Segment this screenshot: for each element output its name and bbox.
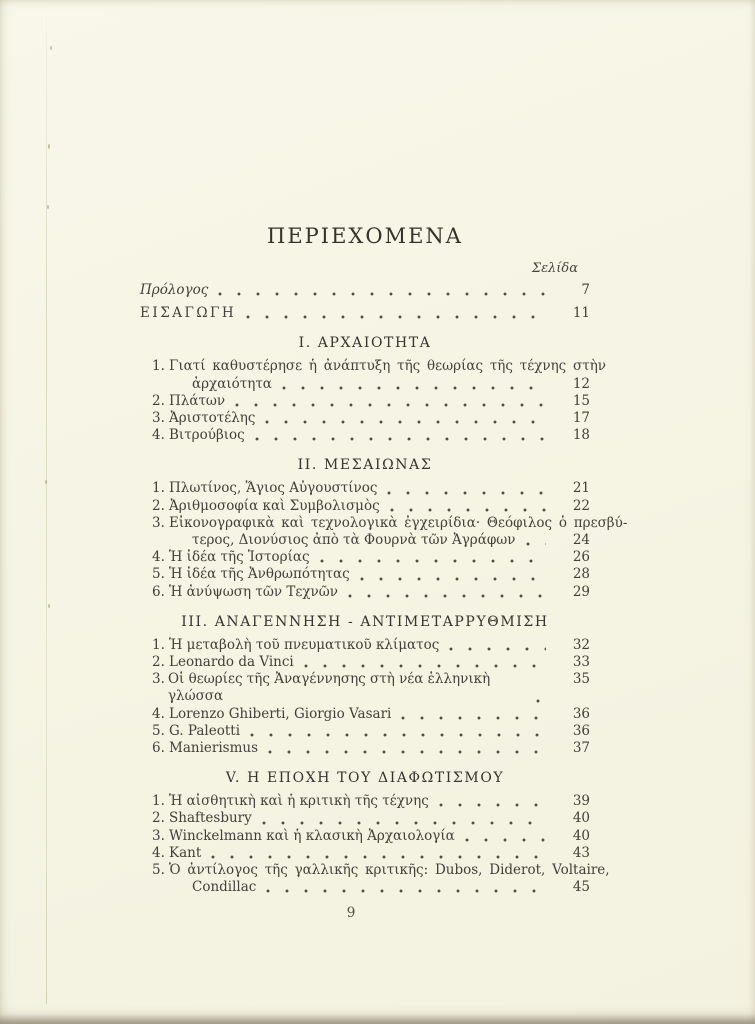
dotted-leader [218, 284, 546, 297]
entry-number: 3. [152, 410, 165, 427]
entry-number: 4. [152, 705, 165, 722]
section-heading: II. ΜΕΣΑΙΩΝΑΣ [297, 457, 433, 474]
entry-label: ΕΙΣΑΓΩΓΗ [140, 305, 237, 322]
entry-label: Lorenzo Ghiberti, Giorgio Vasari [169, 705, 392, 722]
entry-label: Πλωτίνος, Ἅγιος Αὐγουστίνος [169, 480, 378, 497]
entry-label: Ὁ ἀντίλογος τῆς γαλλικῆς κριτικῆς: Dubos, Diderot, Voltaire, [169, 862, 610, 879]
entry-label: Kant [169, 844, 202, 861]
entry-number: 1. [152, 480, 165, 497]
entry-number: 2. [152, 497, 165, 514]
dotted-leader [387, 483, 546, 496]
entry-number: 4. [152, 427, 165, 444]
toc-entry [152, 566, 590, 583]
entry-number: 5. [152, 722, 165, 739]
entry-label: Οἱ θεωρίες τῆς Ἀναγέννησης στὴ νέα ἑλληνικὴ γλώσσα [167, 671, 491, 705]
entry-number: 3. [152, 671, 165, 688]
toc-entry [152, 828, 590, 845]
entry-page-number: 17 [572, 410, 590, 427]
paper-speck [50, 46, 52, 50]
entry-page-number: 32 [572, 636, 590, 653]
dotted-leader [439, 795, 546, 808]
entry-number: 2. [152, 392, 165, 409]
entry-number: 1. [152, 358, 165, 375]
paper-speck [45, 480, 47, 484]
entry-label: Ἡ ἰδέα τῆς Ἀνθρωπότητας [169, 566, 350, 583]
page-column-label: Σελίδα [531, 261, 578, 276]
entry-page-number: 28 [572, 566, 590, 583]
page-fold-line [46, 16, 47, 1004]
entry-label: Εἰκονογραφικὰ καὶ τεχνολογικὰ ἐγχειρίδια· Θεόφιλος ὁ πρεσβύ- [169, 514, 628, 531]
entry-number: 3. [152, 514, 165, 531]
entry-line1 [152, 862, 610, 879]
dotted-leader [401, 708, 546, 721]
entry-number: 6. [152, 583, 165, 600]
toc-entry [152, 810, 590, 827]
entry-number: 1. [152, 793, 165, 810]
entry-label: Leonardo da Vinci [169, 654, 294, 671]
toc-entry [152, 793, 590, 810]
entry-page-number: 37 [572, 740, 590, 757]
entry-page-number: 24 [572, 532, 590, 549]
entry-page-number: 29 [572, 583, 590, 600]
toc-entry [140, 305, 590, 322]
entry-label: Ἡ ἀνύψωση τῶν Τεχνῶν [169, 583, 338, 600]
entry-page-number: 22 [572, 497, 590, 514]
entry-page-number: 7 [581, 282, 590, 298]
entry-page-number: 40 [572, 827, 590, 844]
section-heading: III. ΑΝΑΓΕΝΝΗΣΗ - ΑΝΤΙΜΕΤΑΡΡΥΘΜΙΣΗ [181, 613, 549, 630]
entry-page-number: 12 [572, 375, 590, 392]
entry-label: Ἡ αἰσθητικὴ καὶ ἡ κριτικὴ τῆς τέχνης [169, 793, 429, 810]
entry-page-number: 43 [572, 844, 590, 861]
entry-label: Πρόλογος [140, 282, 209, 298]
entry-number: 6. [152, 740, 165, 757]
entry-label: Shaftesbury [169, 810, 252, 827]
toc-entry [152, 654, 590, 671]
toc-entry [140, 282, 590, 299]
entry-page-number: 36 [572, 722, 590, 739]
entry-line1 [152, 514, 628, 532]
entry-number: 2. [152, 654, 165, 671]
dotted-leader [282, 378, 546, 391]
toc-content [140, 224, 628, 922]
entry-page-number: 35 [572, 671, 590, 688]
toc-section [140, 335, 607, 444]
entry-label-continuation: ἀρχαιότητα [192, 375, 272, 392]
entry-page-number: 11 [572, 305, 590, 322]
entry-number: 2. [152, 810, 165, 827]
dotted-leader [304, 656, 546, 669]
toc-entry [152, 862, 610, 896]
toc-entry [152, 706, 590, 723]
entry-label: Ἡ ἰδέα τῆς Ἱστορίας [169, 549, 310, 566]
folio-page-number: 9 [346, 905, 356, 922]
entry-page-number: 26 [572, 549, 590, 566]
dotted-leader [255, 429, 546, 442]
dotted-leader [348, 586, 546, 599]
entry-number: 4. [152, 844, 165, 861]
entry-page-number: 39 [572, 793, 590, 810]
toc-entry [152, 480, 590, 497]
dotted-leader [265, 412, 546, 425]
paper-speck [47, 205, 49, 209]
entry-line1 [152, 358, 607, 375]
entry-page-number: 45 [572, 879, 590, 896]
entry-number: 5. [152, 566, 165, 583]
entry-number: 3. [152, 827, 165, 844]
toc-entry [152, 358, 607, 392]
dotted-leader [536, 691, 548, 704]
section-heading: V. Η ΕΠΟΧΗ ΤΟΥ ΔΙΑΦΩΤΙΣΜΟΥ [225, 770, 505, 787]
toc-entry [152, 584, 590, 601]
page-title: ΠΕΡΙΕΧΟΜΕΝΑ [267, 224, 463, 248]
toc-section [140, 457, 628, 600]
dotted-leader [266, 881, 546, 894]
toc-entry [152, 514, 628, 549]
entry-label: Ἀριστοτέλης [169, 410, 256, 427]
paper-speck [48, 604, 50, 608]
entry-number: 4. [152, 549, 165, 566]
toc-section [140, 614, 590, 757]
entry-label: G. Paleotti [169, 722, 241, 739]
dotted-leader [449, 639, 546, 652]
entry-page-number: 33 [572, 654, 590, 671]
dotted-leader [235, 395, 546, 408]
toc-entry [152, 671, 590, 705]
toc-section [140, 770, 610, 896]
toc-entry [152, 549, 590, 566]
dotted-leader [465, 830, 546, 843]
dotted-leader [360, 569, 546, 582]
toc-entry [152, 740, 590, 757]
paper-speck [48, 144, 50, 149]
entry-label: Βιτρούβιος [169, 427, 245, 444]
dotted-leader [246, 307, 546, 320]
entry-page-number: 21 [572, 480, 590, 497]
toc-entry [152, 498, 590, 515]
entry-label: Πλάτων [169, 392, 226, 409]
section-heading: I. ΑΡΧΑΙΟΤΗΤΑ [298, 335, 432, 352]
toc-entry [152, 410, 590, 427]
entry-label: Ἀριθμοσοφία καὶ Συμβολισμὸς [169, 497, 380, 514]
entry-label: Γιατί καθυστέρησε ἡ ἀνάπτυξη τῆς θεωρίας τῆς τέχνης στὴν [169, 358, 607, 375]
toc-entry [152, 393, 590, 410]
toc-entry [152, 845, 590, 862]
entry-label: Ἡ μεταβολὴ τοῦ πνευματικοῦ κλίματος [169, 636, 440, 653]
dotted-leader [268, 742, 546, 755]
entry-label: Manierismus [169, 740, 258, 757]
dotted-leader [262, 813, 546, 826]
dotted-leader [526, 534, 547, 547]
dotted-leader [211, 847, 546, 860]
entry-page-number: 36 [572, 705, 590, 722]
entry-number: 1. [152, 636, 165, 653]
entry-label-continuation: τερος, Διονύσιος ἀπὸ τὰ Φουρνὰ τῶν Ἀγράφων [192, 532, 516, 549]
entry-page-number: 15 [572, 392, 590, 409]
toc-entry [152, 427, 590, 444]
dotted-leader [390, 500, 546, 513]
entry-label: Winckelmann καὶ ἡ κλασικὴ Ἀρχαιολογία [169, 827, 455, 844]
dotted-leader [320, 551, 546, 564]
scan-bottom-shadow [0, 1014, 755, 1024]
entry-label-continuation: Condillac [192, 879, 257, 896]
toc-entry [152, 637, 590, 654]
toc-entry [152, 723, 590, 740]
entry-page-number: 40 [572, 810, 590, 827]
entry-page-number: 18 [572, 427, 590, 444]
toc-front-matter [140, 282, 590, 322]
dotted-leader [250, 725, 546, 738]
entry-number: 5. [152, 862, 165, 879]
